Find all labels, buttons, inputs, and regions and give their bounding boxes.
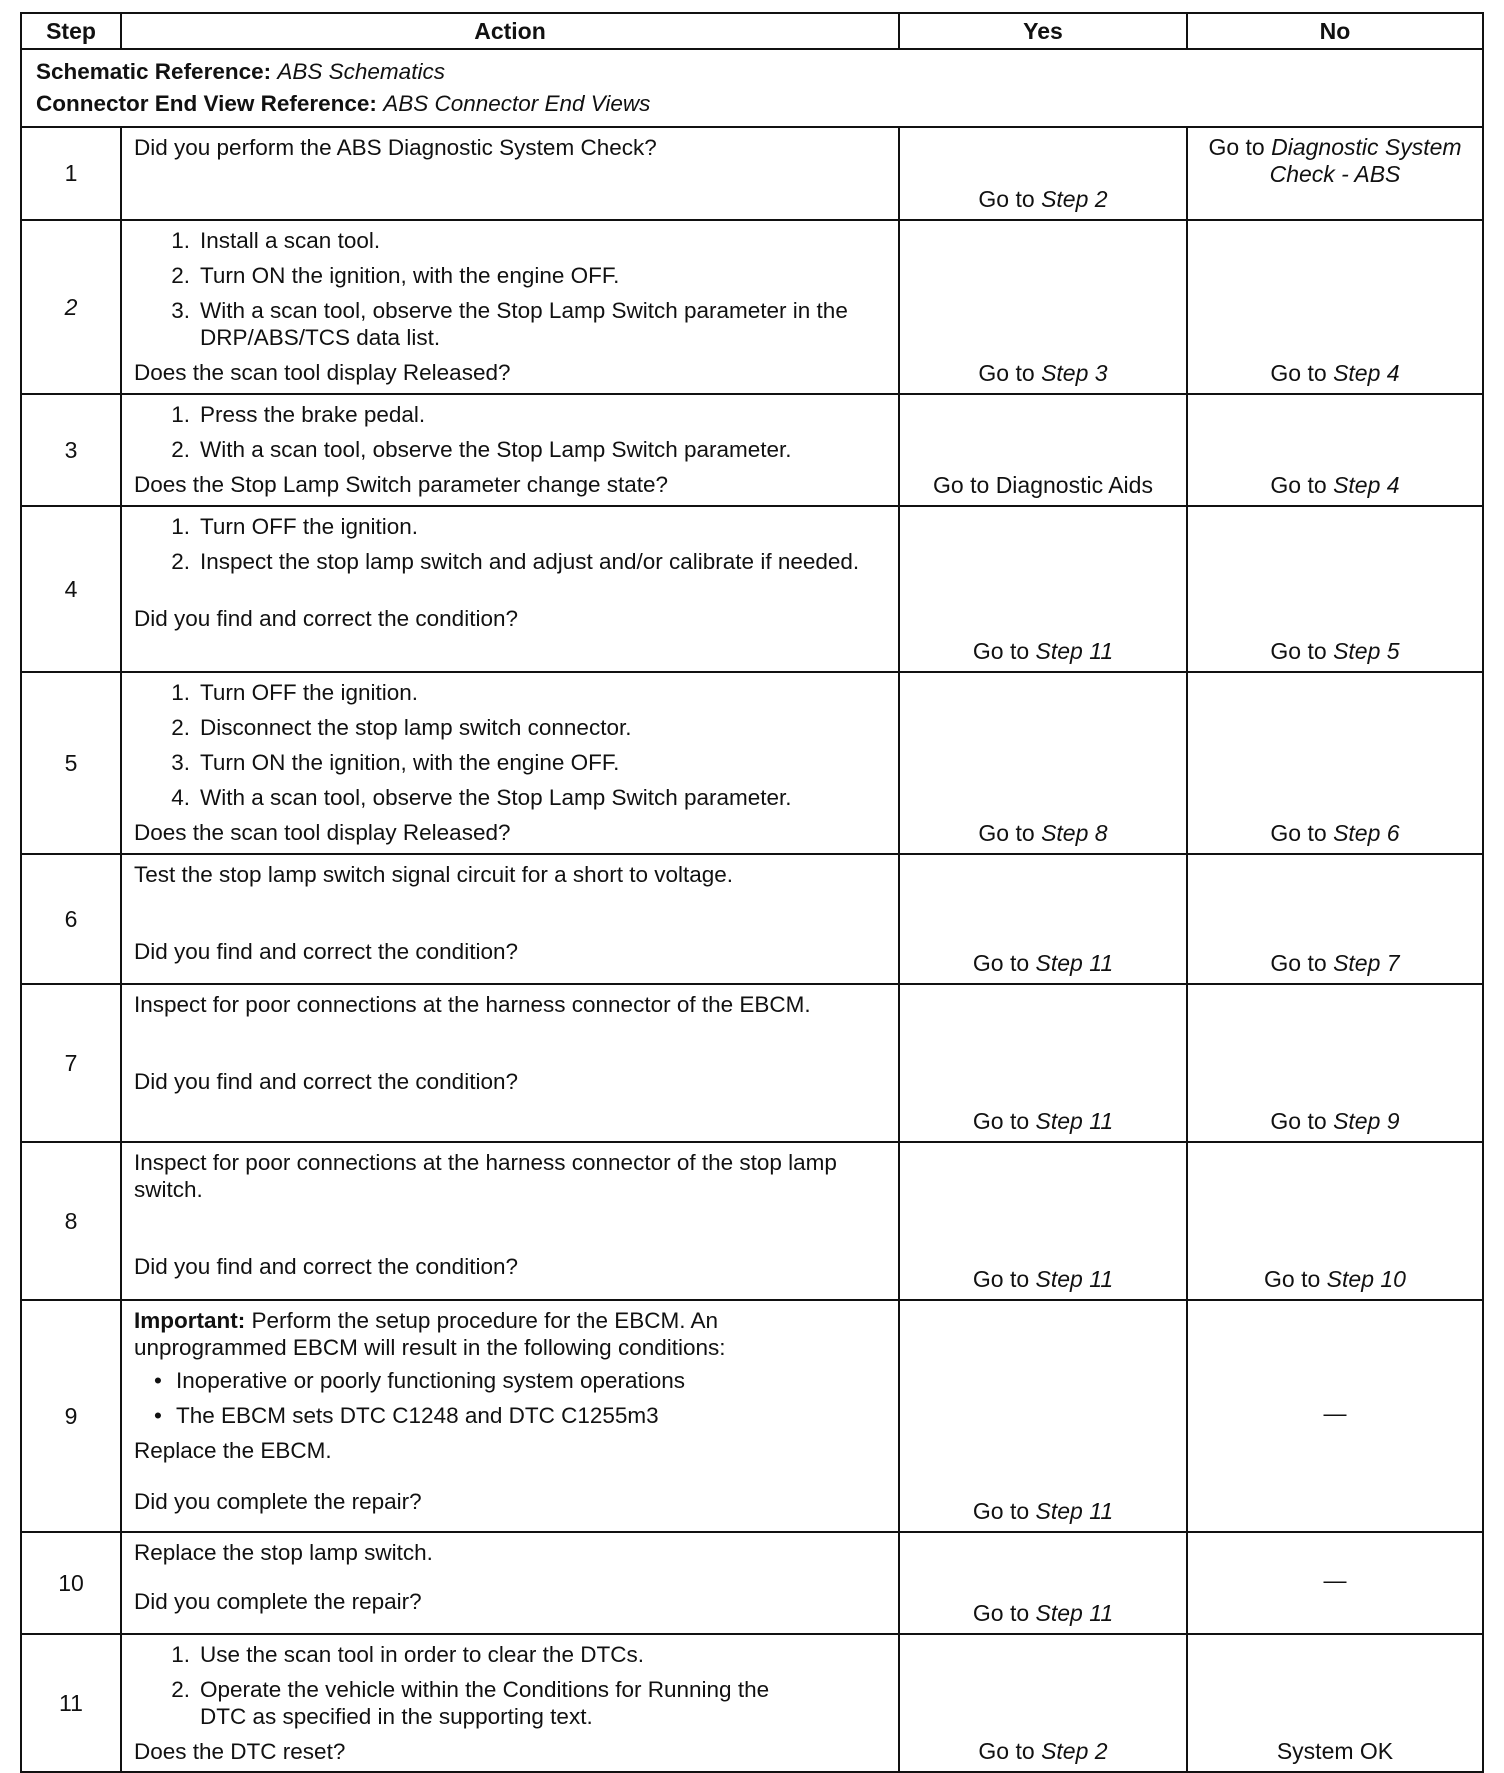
action-text: Replace the stop lamp switch. [134,1540,433,1565]
yes-prefix: Go to [978,360,1035,386]
table-row [21,672,1483,854]
list-item: 1. Turn OFF the ignition. [171,514,419,539]
table-row [21,220,1483,394]
yes-link[interactable]: Step 2 [1041,186,1108,212]
action-text: Did you perform the ABS Diagnostic System Check? [134,135,657,160]
action-question: Does the DTC reset? [134,1739,346,1764]
yes-cell [899,220,1187,394]
connector-reference-label: Connector End View Reference: [36,91,377,116]
table-row [21,394,1483,506]
no-dash: — [1323,1399,1347,1426]
important-label: Important: [134,1308,246,1333]
list-item: 2. Disconnect the stop lamp switch connector. [171,715,632,740]
step-number: 4 [21,506,121,672]
yes-prefix: Go to [972,950,1030,976]
no-prefix: Go to [1270,472,1327,498]
no-prefix: Go to [1270,820,1327,846]
no-link[interactable]: Step 4 [1333,472,1400,498]
table-row [21,984,1483,1142]
list-item: 4. With a scan tool, observe the Stop Lamp Switch parameter. [171,785,792,810]
action-cell [121,1634,899,1772]
table-row [21,506,1483,672]
yes-prefix: Go to [978,820,1035,846]
yes-link[interactable]: Step 2 [1041,1738,1108,1764]
yes-link[interactable]: Step 3 [1041,360,1108,386]
header-yes: Yes [899,13,1187,49]
header-row [21,13,1483,49]
yes-prefix: Go to [978,1738,1035,1764]
no-link[interactable]: Step 4 [1333,360,1400,386]
substep-list [134,1641,888,1730]
header-step: Step [21,13,121,49]
action-text: Inspect for poor connections at the harness connector of the stop lamp switch. [134,1150,837,1202]
yes-cell [899,672,1187,854]
list-item: • Inoperative or poorly functioning system operations [154,1368,686,1393]
action-question: Did you find and correct the condition? [134,606,518,631]
action-text: Inspect for poor connections at the harness connector of the EBCM. [134,992,811,1017]
reference-row [21,49,1483,127]
header-no: No [1187,13,1483,49]
list-item: 2. Operate the vehicle within the Conditions for Running the DTC as specified in the supporting text. [171,1677,770,1729]
no-cell [1187,1300,1483,1532]
list-item: 2. Inspect the stop lamp switch and adjust and/or calibrate if needed. [171,549,860,574]
action-cell [121,672,899,854]
yes-cell [899,1532,1187,1634]
step-number: 7 [21,984,121,1142]
action-question: Does the Stop Lamp Switch parameter change state? [134,472,669,497]
no-cell [1187,1142,1483,1300]
action-cell [121,1532,899,1634]
substep-list [134,401,888,463]
action-text: Test the stop lamp switch signal circuit for a short to voltage. [134,862,734,887]
yes-prefix: Go to [972,1266,1030,1292]
action-cell [121,1300,899,1532]
action-text: Replace the EBCM. [134,1438,332,1463]
step-number: 11 [21,1634,121,1772]
connector-reference [36,88,1468,120]
yes-link[interactable]: Step 11 [1035,1600,1114,1626]
list-item: 2. Turn ON the ignition, with the engine OFF. [171,263,620,288]
substep-list [134,679,888,811]
list-item: 1. Install a scan tool. [171,228,381,253]
no-link[interactable]: Diagnostic System Check - ABS [1269,134,1462,187]
action-cell [121,220,899,394]
table-row [21,1300,1483,1532]
action-question: Does the scan tool display Released? [134,820,511,845]
action-question: Did you find and correct the condition? [134,1069,518,1094]
step-number: 10 [21,1532,121,1634]
step-number: 8 [21,1142,121,1300]
yes-link[interactable]: Step 11 [1035,1498,1114,1524]
action-cell [121,506,899,672]
schematic-reference [36,56,1468,88]
important-note [134,1307,834,1361]
no-cell [1187,506,1483,672]
action-cell [121,127,899,220]
no-cell [1187,394,1483,506]
no-prefix: Go to [1270,1108,1327,1134]
yes-cell [899,1634,1187,1772]
substep-list [134,513,888,575]
no-cell [1187,1532,1483,1634]
step-number: 6 [21,854,121,984]
no-cell [1187,672,1483,854]
list-item: • The EBCM sets DTC C1248 and DTC C1255m3 [154,1403,659,1428]
step-number: 9 [21,1300,121,1532]
yes-prefix: Go to [972,1108,1030,1134]
no-cell [1187,984,1483,1142]
no-prefix: Go to [1264,1266,1321,1292]
diagnostic-table [20,12,1484,1773]
action-question: Did you find and correct the condition? [134,1254,518,1279]
yes-cell [899,127,1187,220]
yes-prefix: Go to [978,186,1035,212]
no-cell [1187,220,1483,394]
no-link[interactable]: Step 5 [1333,638,1400,664]
table-row [21,1532,1483,1634]
connector-reference-link[interactable]: ABS Connector End Views [383,91,651,116]
action-cell [121,1142,899,1300]
step-number: 3 [21,394,121,506]
step-number: 1 [21,127,121,220]
substep-list [134,227,888,351]
step-number: 2 [21,220,121,394]
no-prefix: Go to [1270,950,1327,976]
no-prefix: Go to [1270,638,1327,664]
yes-link[interactable]: Step 11 [1035,1266,1114,1292]
yes-link[interactable]: Step 11 [1035,950,1114,976]
yes-link[interactable]: Step 8 [1041,820,1108,846]
action-cell [121,984,899,1142]
yes-cell [899,394,1187,506]
no-dash: — [1323,1566,1347,1593]
list-item: 1. Press the brake pedal. [171,402,426,427]
schematic-reference-link[interactable]: ABS Schematics [277,59,445,84]
action-question: Did you complete the repair? [134,1489,422,1514]
yes-link[interactable]: Step 11 [1035,638,1114,664]
action-question: Does the scan tool display Released? [134,360,511,385]
yes-cell [899,1142,1187,1300]
yes-prefix: Go to [972,638,1030,664]
yes-cell [899,1300,1187,1532]
no-prefix: Go to [1270,360,1327,386]
yes-link[interactable]: Go to Diagnostic Aids [933,472,1153,498]
no-result: System OK [1276,1738,1394,1764]
important-text: Perform the setup procedure for the EBCM. An unprogrammed EBCM will result in the following conditions: [134,1308,726,1360]
no-cell [1187,854,1483,984]
yes-prefix: Go to [972,1498,1030,1524]
no-link[interactable]: Step 6 [1333,820,1400,846]
yes-cell [899,854,1187,984]
step-number: 5 [21,672,121,854]
header-action: Action [121,13,899,49]
no-cell [1187,1634,1483,1772]
condition-list [134,1367,888,1429]
table-row [21,127,1483,220]
list-item: 1. Turn OFF the ignition. [171,680,419,705]
yes-cell [899,984,1187,1142]
action-cell [121,854,899,984]
yes-cell [899,506,1187,672]
action-question: Did you complete the repair? [134,1589,422,1614]
yes-link[interactable]: Step 11 [1035,1108,1114,1134]
no-link[interactable]: Step 10 [1326,1266,1406,1292]
no-cell [1187,127,1483,220]
table-row [21,1634,1483,1772]
table-row [21,1142,1483,1300]
list-item: 2. With a scan tool, observe the Stop Lamp Switch parameter. [171,437,792,462]
action-cell [121,394,899,506]
no-link[interactable]: Step 9 [1333,1108,1400,1134]
no-prefix: Go to [1208,134,1265,160]
no-link[interactable]: Step 7 [1333,950,1400,976]
list-item: 1. Use the scan tool in order to clear the DTCs. [171,1642,644,1667]
action-question: Did you find and correct the condition? [134,939,518,964]
list-item: 3. With a scan tool, observe the Stop Lamp Switch parameter in the DRP/ABS/TCS data list. [171,298,848,350]
list-item: 3. Turn ON the ignition, with the engine OFF. [171,750,620,775]
schematic-reference-label: Schematic Reference: [36,59,272,84]
yes-prefix: Go to [972,1600,1030,1626]
table-row [21,854,1483,984]
